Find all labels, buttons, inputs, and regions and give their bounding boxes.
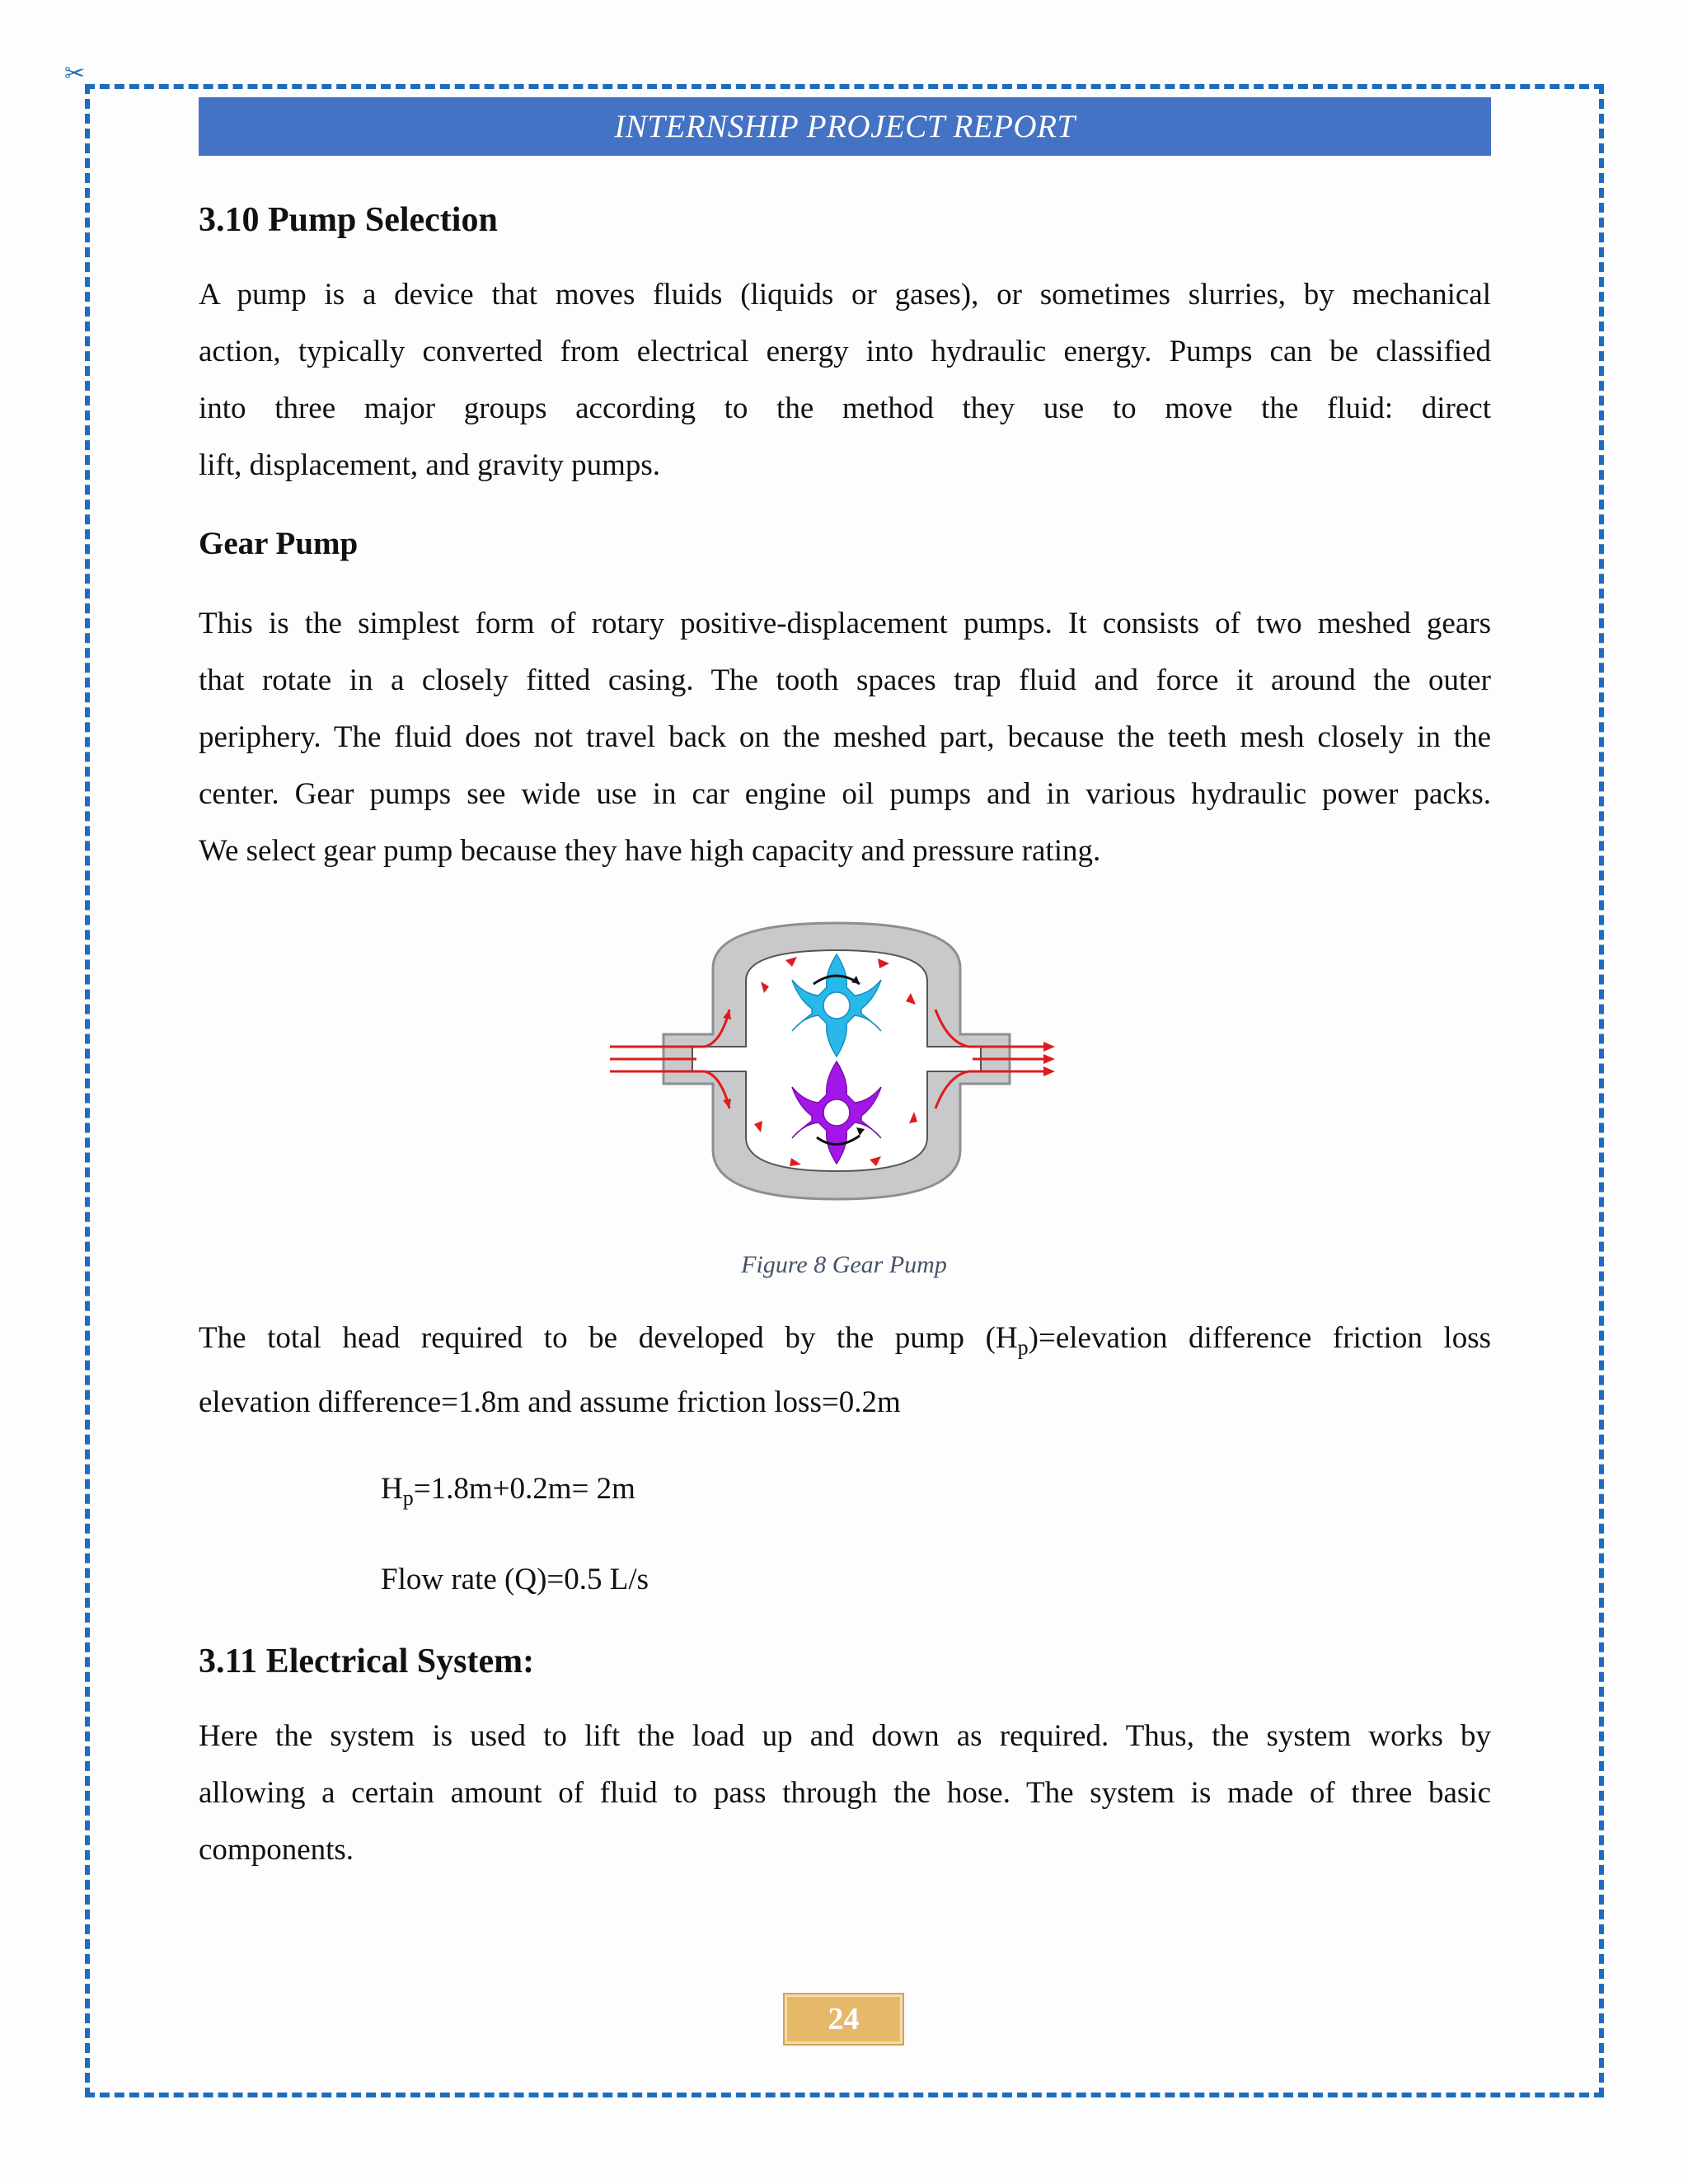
- head-eq-symbol: H: [381, 1472, 403, 1506]
- paragraph-line: periphery. The fluid does not travel back on the meshed part, because the teeth mesh closely in the: [199, 720, 1491, 754]
- section-heading-gear-pump: Gear Pump: [199, 526, 359, 561]
- head-line-suffix: )=elevation difference friction loss: [1028, 1321, 1491, 1355]
- head-calculation-paragraph: [199, 1310, 1491, 1431]
- page-number: 24: [785, 1994, 903, 2044]
- flow-rate-equation: Flow rate (Q)=0.5 L/s: [381, 1563, 649, 1596]
- head-line: [199, 1310, 1491, 1374]
- head-line-prefix: The total head required to be developed by the pump (H: [199, 1321, 1018, 1355]
- head-subscript: p: [1017, 1335, 1029, 1360]
- paragraph-line: into three major groups according to the method they use to move the fluid: direct: [199, 391, 1491, 425]
- paragraph-line: Here the system is used to lift the load up and down as required. Thus, the system works by: [199, 1719, 1491, 1753]
- electrical-paragraph: [199, 1708, 1491, 1878]
- section-heading-pump-selection: 3.10 Pump Selection: [199, 201, 498, 239]
- scissors-icon: ✂: [64, 59, 86, 88]
- elevation-line: elevation difference=1.8m and assume friction loss=0.2m: [199, 1385, 901, 1419]
- paragraph-line: A pump is a device that moves fluids (liquids or gases), or sometimes slurries, by mechanical: [199, 278, 1491, 312]
- paragraph-line: that rotate in a closely fitted casing. The tooth spaces trap fluid and force it around the outer: [199, 663, 1491, 697]
- head-equation: [381, 1471, 635, 1511]
- paragraph-line: lift, displacement, and gravity pumps.: [199, 448, 661, 482]
- paragraph-line: allowing a certain amount of fluid to pass through the hose. The system is made of three basic: [199, 1776, 1491, 1810]
- section-heading-electrical-system: 3.11 Electrical System:: [199, 1643, 535, 1680]
- head-eq-value: =1.8m+0.2m= 2m: [413, 1472, 635, 1506]
- pump-selection-paragraph: [199, 266, 1491, 494]
- report-header: [199, 97, 1491, 156]
- gear-pump-paragraph: [199, 595, 1491, 879]
- head-eq-subscript: p: [402, 1486, 414, 1510]
- paragraph-line: This is the simplest form of rotary positive-displacement pumps. It consists of two meshed gears: [199, 607, 1491, 640]
- paragraph-line: components.: [199, 1833, 354, 1867]
- paragraph-line: center. Gear pumps see wide use in car engine oil pumps and in various hydraulic power packs.: [199, 777, 1491, 811]
- paragraph-line: action, typically converted from electrical energy into hydraulic energy. Pumps can be classified: [199, 335, 1491, 368]
- report-header-title: INTERNSHIP PROJECT REPORT: [614, 109, 1076, 144]
- gear-pump-diagram: [606, 919, 1067, 1203]
- figure-caption: Figure 8 Gear Pump: [741, 1251, 947, 1278]
- paragraph-line: We select gear pump because they have high capacity and pressure rating.: [199, 834, 1101, 868]
